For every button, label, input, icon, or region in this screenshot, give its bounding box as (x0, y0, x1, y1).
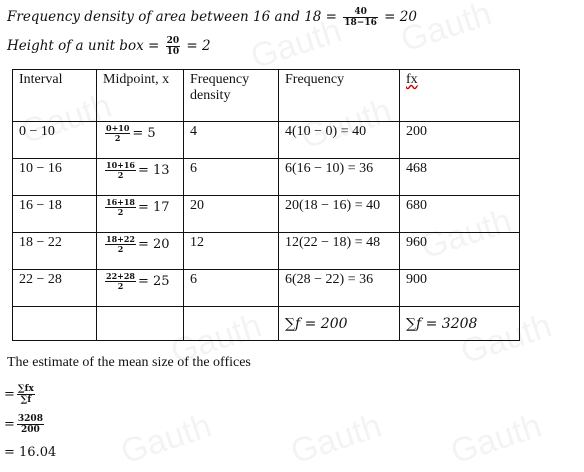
line2-denominator: 10 (166, 47, 180, 57)
total-frequency: ∑f = 200 (279, 307, 400, 341)
line2-result: = 2 (186, 38, 211, 54)
watermark (286, 407, 386, 472)
cell-interval: 10 − 16 (13, 159, 97, 196)
midpoint-denominator: 2 (117, 170, 124, 180)
mean-formula-step (4, 384, 37, 405)
cell-frequency: 6(28 − 22) = 36 (279, 270, 400, 307)
midpoint-numerator: 18+22 (106, 234, 135, 244)
midpoint-numerator: 16+18 (106, 197, 135, 207)
cell-midpoint (97, 196, 184, 233)
watermark (446, 407, 546, 472)
table-row (13, 159, 520, 196)
equals-sign: = (4, 417, 15, 432)
total-fx-numerator: 3208 (17, 414, 43, 424)
mean-substitution-step (4, 414, 46, 435)
line2-numerator: 20 (166, 36, 180, 46)
midpoint-denominator: 2 (117, 244, 124, 254)
cell-interval: 18 − 22 (13, 233, 97, 270)
table-header-row (13, 70, 520, 122)
midpoint-result: = 5 (132, 126, 156, 141)
cell-fx: 900 (400, 270, 520, 307)
mean-result: = 16.04 (4, 445, 57, 460)
line1-text: Frequency density of area between 16 and 18 = (7, 9, 337, 25)
cell-fx: 200 (400, 122, 520, 159)
cell-empty (184, 307, 279, 341)
header-midpoint: Midpoint, x (97, 70, 184, 122)
header-frequency: Frequency (279, 70, 400, 122)
cell-frequency: 6(16 − 10) = 36 (279, 159, 400, 196)
header-fx-label: fx (406, 72, 418, 87)
midpoint-denominator: 2 (117, 207, 124, 217)
line1-result: = 20 (384, 9, 417, 25)
midpoint-numerator: 0+10 (106, 123, 130, 133)
midpoint-result: = 17 (137, 200, 170, 215)
table-row (13, 196, 520, 233)
cell-fx: 680 (400, 196, 520, 233)
total-fx: ∑f = 3208 (400, 307, 520, 341)
cell-frequency: 20(18 − 16) = 40 (279, 196, 400, 233)
line2-fraction (166, 36, 181, 57)
unit-box-height-line (7, 36, 211, 57)
midpoint-denominator: 2 (117, 281, 124, 291)
header-interval: Interval (13, 70, 97, 122)
cell-density: 6 (184, 270, 279, 307)
cell-fx: 468 (400, 159, 520, 196)
totals-row (13, 307, 520, 341)
midpoint-result: = 13 (137, 163, 170, 178)
midpoint-result: = 25 (137, 274, 170, 289)
frequency-table (12, 69, 520, 341)
cell-density: 20 (184, 196, 279, 233)
table-row (13, 270, 520, 307)
table-row (13, 122, 520, 159)
cell-empty (13, 307, 97, 341)
cell-midpoint (97, 233, 184, 270)
estimate-heading: The estimate of the mean size of the offices (7, 355, 251, 370)
cell-interval: 0 − 10 (13, 122, 97, 159)
line1-fraction (343, 7, 378, 28)
cell-midpoint (97, 122, 184, 159)
cell-empty (97, 307, 184, 341)
cell-midpoint (97, 159, 184, 196)
cell-midpoint (97, 270, 184, 307)
watermark (116, 407, 216, 472)
frequency-density-line (7, 7, 417, 28)
midpoint-numerator: 10+16 (106, 160, 135, 170)
sum-f-denominator: ∑f (20, 395, 32, 405)
cell-interval: 22 − 28 (13, 270, 97, 307)
cell-frequency: 4(10 − 0) = 40 (279, 122, 400, 159)
cell-density: 6 (184, 159, 279, 196)
total-f-denominator: 200 (21, 425, 40, 435)
midpoint-result: = 20 (137, 237, 170, 252)
header-fx (400, 70, 520, 122)
header-frequency-density: Frequency density (184, 70, 279, 122)
table-row (13, 233, 520, 270)
cell-fx: 960 (400, 233, 520, 270)
cell-interval: 16 − 18 (13, 196, 97, 233)
equals-sign: = (4, 387, 15, 402)
cell-density: 4 (184, 122, 279, 159)
line1-denominator: 18−16 (344, 18, 377, 28)
line1-numerator: 40 (343, 7, 378, 18)
sum-fx-numerator: ∑fx (17, 384, 34, 394)
cell-density: 12 (184, 233, 279, 270)
line2-text: Height of a unit box = (7, 38, 160, 54)
midpoint-denominator: 2 (114, 133, 121, 143)
cell-frequency: 12(22 − 18) = 48 (279, 233, 400, 270)
midpoint-numerator: 22+28 (106, 271, 135, 281)
